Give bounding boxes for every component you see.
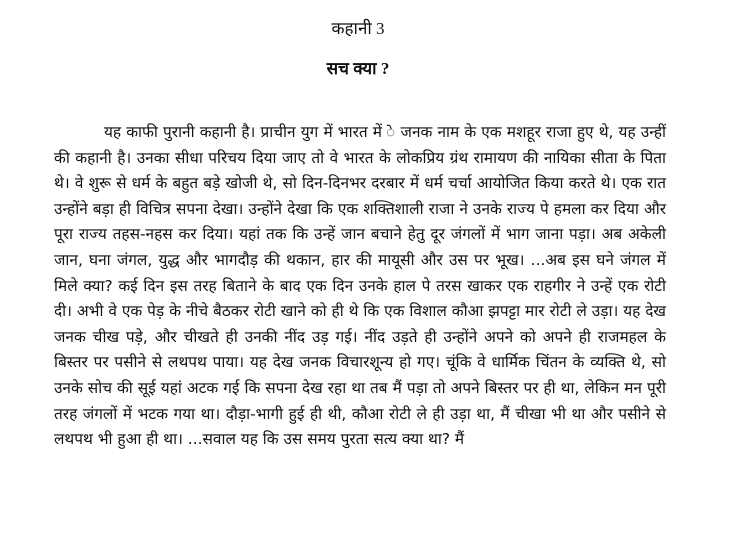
story-paragraph: यह काफी पुरानी कहानी है। प्राचीन युग में भारत में े जनक नाम के एक मशहूर राजा हुए थे, यह उन्हीं की कहानी है। उनका सीधा परिचय दिया जाए तो वे भारत के लोकप्रिय ग्रंथ रामायण की नायिका सीता के पिता थे। वे शुरू से धर्म के बहुत बड़े खोजी थे, सो दिन-दिनभर दरबार में धर्म चर्चा आयोजित किया करते थे। एक रात उन्होंने बड़ा ही विचित्र सपना देखा। उन्होंने देखा कि एक शक्तिशाली राजा ने उनके राज्य पे हमला कर दिया और पूरा राज्य तहस-नहस कर दिया। यहां तक कि उन्हें जान बचाने हेतु दूर जंगलों में भाग जाना पड़ा। अब अकेली जान, घना जंगल, युद्ध और भागदौड़ की थकान, हार की मायूसी और उस पर भूख। ...अब इस घने जंगल में मिले क्या? कई दिन इस तरह बिताने के बाद एक दिन उनके हाल पे तरस खाकर एक राहगीर ने उन्हें एक रोटी दी। अभी वे एक पेड़ के नीचे बैठकर रोटी खाने को ही थे कि एक विशाल कौआ झपट्टा मार रोटी ले उड़ा। यह देख जनक चीख पड़े, और चीखते ही उनकी नींद उड़ गई। नींद उड़ते ही उन्होंने अपने को अपने ही राजमहल के बिस्तर पर पसीने से लथपथ पाया। यह देख जनक विचारशून्य हो गए। चूंकि वे धार्मिक चिंतन के व्यक्ति थे, सो उनके सोच की सूई यहां अटक गई कि सपना देख रहा था तब मैं पड़ा तो अपने बिस्तर पर ही था, लेकिन मन पूरी तरह जंगलों में भटक गया था। दौड़ा-भागी हुई ही थी, कौआ रोटी ले ही उड़ा था, मैं चीखा भी था और पसीने से लथपथ भी हुआ ही था। ...सवाल यह कि उस समय पुरता सत्य क्या था? मैं xyxy=(54,123,666,449)
chapter-heading: कहानी 3 xyxy=(331,19,385,38)
story-title: सच क्या ? xyxy=(326,59,390,78)
